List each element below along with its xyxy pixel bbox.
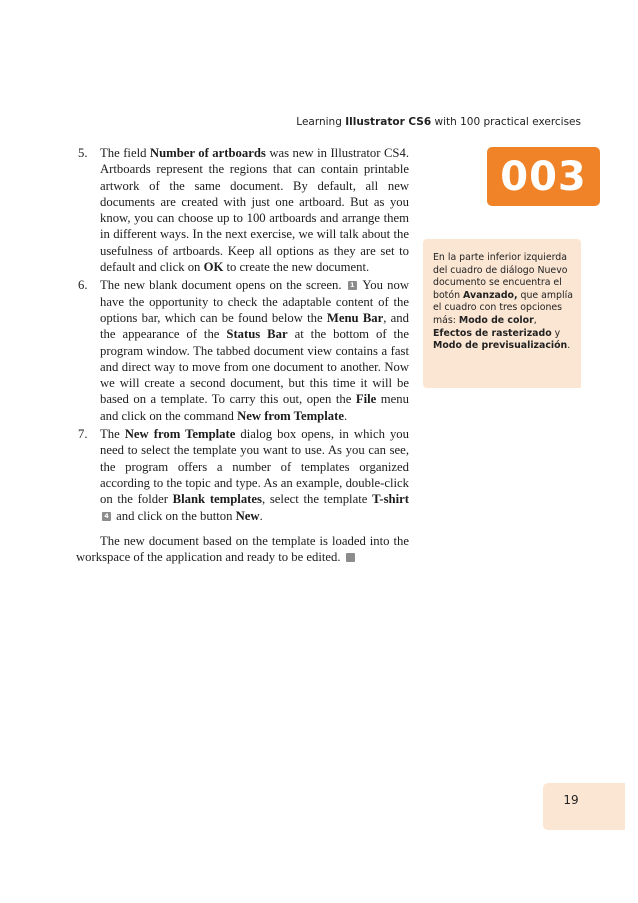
step-text: dialog box opens, in which you need to select the template you want to use. As you can see, the program offers a number of templates organized according to the topic and type. As an example, double-click on the folder [100, 427, 409, 507]
figure-ref-icon: 4 [102, 512, 111, 521]
step-bold: New [235, 508, 260, 523]
step-number: 7. [78, 427, 88, 442]
step-bold: Blank templates [172, 492, 262, 507]
step-5 [76, 145, 409, 275]
note-bold: Modo de color [458, 314, 534, 326]
step-bold: Status Bar [226, 327, 288, 342]
step-bold: OK [203, 260, 224, 275]
note-bold: Avanzado, [463, 289, 518, 301]
sidebar-note [423, 239, 581, 388]
note-text: , [533, 314, 537, 326]
step-bold: File [355, 392, 377, 407]
step-bold: New from Template [237, 408, 344, 423]
step-text: The field [100, 146, 150, 160]
step-text: The new blank document opens on the screen. [100, 278, 346, 293]
step-text: menu and click on the command [100, 392, 409, 423]
step-bold: T-shirt [372, 492, 409, 507]
step-7 [76, 426, 409, 524]
note-text: que amplía el cuadro con tres opciones más: [433, 289, 573, 326]
step-text: , select the template [261, 492, 373, 507]
step-text: at the bottom of the program window. The tabbed document view contains a fast and direct way to move from one document to another. Now we will create a second document, but this time it will be based on a template. To carry this out, open the [100, 327, 410, 407]
step-text: The [100, 427, 125, 442]
step-6 [76, 277, 409, 424]
note-bold: Efectos de rasterizado [433, 327, 552, 339]
figure-ref-icon: 1 [348, 281, 357, 290]
step-number: 5. [78, 146, 88, 160]
exercise-number-badge: 003 [487, 147, 600, 206]
page-number: 19 [563, 793, 579, 807]
note-text: y [551, 327, 561, 339]
header-product: Illustrator CS6 [345, 116, 432, 128]
page-number-box [543, 783, 625, 830]
step-text: and click on the button [113, 508, 236, 523]
main-text [76, 145, 409, 578]
note-bold: Modo de previsualización [433, 340, 568, 352]
step-text: was new in Illustrator CS4. Artboards represent the regions that can contain printable artwork of the same document. By default, all new documents are created with just one artboard. But as you know, you can choose up to 100 artboards and arrange them in different ways. In the next exercise, we will talk about the usefulness of artboards. Keep all options as they are set to default and click on [100, 146, 409, 275]
note-text: En la parte inferior izquierda del cuadro de diálogo Nuevo documento se encuentra el botón [433, 252, 568, 301]
step-text: , and the appearance of the [100, 310, 409, 342]
figure-ref-icon: 5 [346, 553, 355, 562]
header-prefix: Learning [296, 116, 346, 128]
step-bold: New from Template [124, 427, 236, 442]
step-text: . [259, 508, 263, 523]
step-bold: Number of artboards [149, 146, 266, 160]
note-text: . [567, 340, 571, 352]
step-text: . [343, 408, 348, 423]
header-suffix: with 100 practical exercises [431, 116, 581, 128]
closing-paragraph [76, 533, 409, 566]
step-text: to create the new document. [223, 260, 370, 275]
step-bold: Menu Bar [326, 310, 384, 325]
step-number: 6. [78, 278, 88, 293]
running-header [296, 116, 581, 128]
step-text: You now have the opportunity to check the adaptable content of the options bar, which can be found below the [100, 278, 409, 325]
closing-text: The new document based on the template is loaded into the workspace of the application and ready to be edited. [76, 533, 409, 565]
